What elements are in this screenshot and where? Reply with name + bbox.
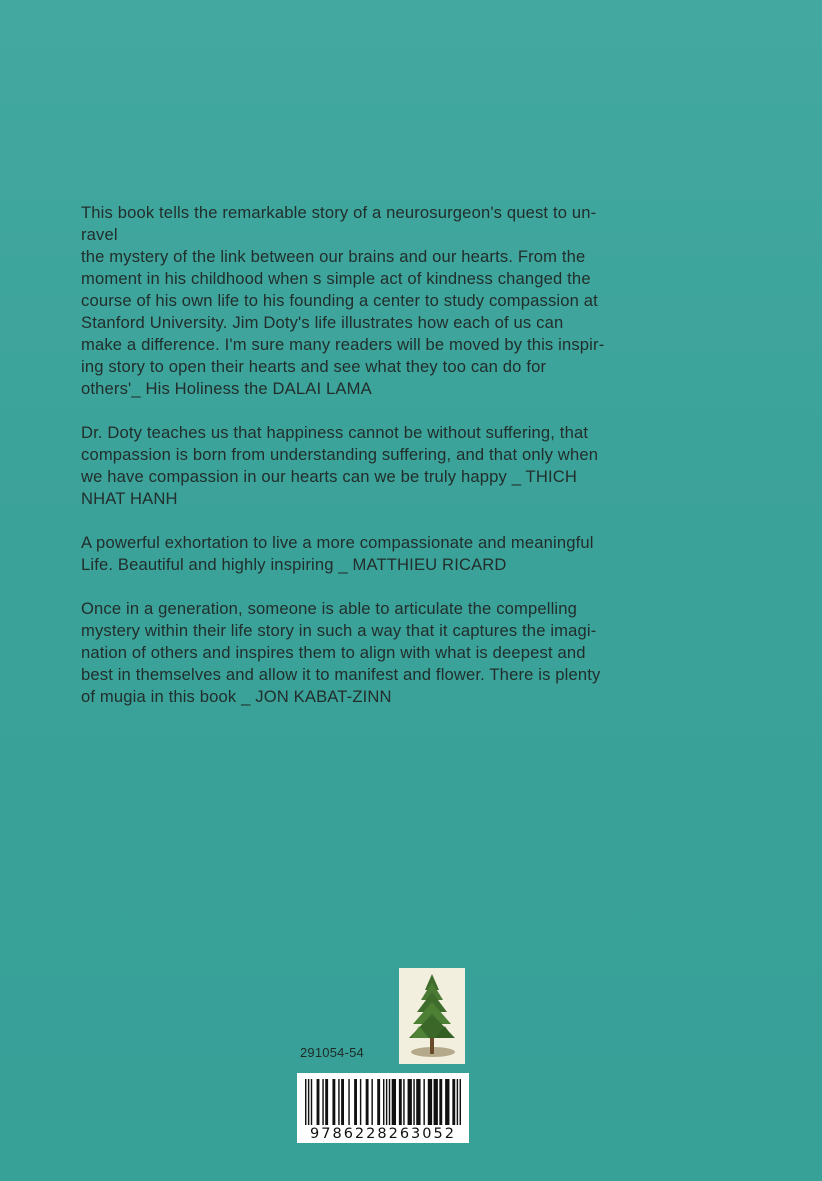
barcode-bar bbox=[460, 1079, 461, 1125]
blurb-line: others'_ His Holiness the DALAI LAMA bbox=[81, 379, 372, 398]
barcode-bar bbox=[452, 1079, 455, 1125]
barcode-bar bbox=[457, 1079, 458, 1125]
barcode-bar bbox=[338, 1079, 339, 1125]
barcode-bar bbox=[311, 1079, 312, 1125]
blurb-thich-nhat-hanh bbox=[81, 422, 699, 510]
blurb-line: of mugia in this book _ JON KABAT-ZINN bbox=[81, 687, 392, 706]
endorsement-blurbs bbox=[81, 202, 699, 730]
blurb-line: best in themselves and allow it to manifest and flower. There is plenty bbox=[81, 665, 601, 684]
blurb-line: Life. Beautiful and highly inspiring _ MATTHIEU RICARD bbox=[81, 555, 507, 574]
blurb-line: course of his own life to his founding a center to study compassion at bbox=[81, 291, 598, 310]
isbn-barcode bbox=[297, 1073, 469, 1143]
barcode-bar bbox=[332, 1079, 335, 1125]
blurb-line: NHAT HANH bbox=[81, 489, 178, 508]
barcode-bars bbox=[305, 1079, 461, 1125]
barcode-bar bbox=[317, 1079, 320, 1125]
blurb-line: the mystery of the link between our brains and our hearts. From the bbox=[81, 247, 586, 266]
blurb-line: Dr. Doty teaches us that happiness cannot be without suffering, that bbox=[81, 423, 589, 442]
barcode-bar bbox=[403, 1079, 404, 1125]
blurb-line: ing story to open their hearts and see what they too can do for bbox=[81, 357, 547, 376]
barcode-bar bbox=[413, 1079, 414, 1125]
barcode-bar bbox=[386, 1079, 387, 1125]
barcode-bar bbox=[371, 1079, 372, 1125]
barcode-bar bbox=[439, 1079, 442, 1125]
publisher-logo bbox=[399, 968, 465, 1064]
blurb-line: mystery within their life story in such a way that it captures the imagi- bbox=[81, 621, 597, 640]
barcode-bar bbox=[305, 1079, 306, 1125]
blurb-line: make a difference. I'm sure many readers will be moved by this inspir- bbox=[81, 335, 605, 354]
catalog-number: 291054-54 bbox=[300, 1045, 364, 1060]
barcode-bar bbox=[354, 1079, 357, 1125]
barcode-bar bbox=[445, 1079, 449, 1125]
blurb-line: moment in his childhood when s simple act of kindness changed the bbox=[81, 269, 591, 288]
blurb-line: we have compassion in our hearts can we be truly happy _ THICH bbox=[81, 467, 577, 486]
blurb-line: Once in a generation, someone is able to articulate the compelling bbox=[81, 599, 578, 618]
barcode-bar bbox=[383, 1079, 384, 1125]
barcode-bar bbox=[366, 1079, 369, 1125]
blurb-line: nation of others and inspires them to align with what is deepest and bbox=[81, 643, 586, 662]
blurb-line: A powerful exhortation to live a more compassionate and meaningful bbox=[81, 533, 594, 552]
barcode-bar bbox=[392, 1079, 396, 1125]
blurb-line: Stanford University. Jim Doty's life illustrates how each of us can bbox=[81, 313, 564, 332]
barcode-bar bbox=[341, 1079, 344, 1125]
barcode-bar bbox=[360, 1079, 361, 1125]
blurb-line: ravel bbox=[81, 225, 118, 244]
pine-tree-icon bbox=[399, 968, 465, 1064]
barcode-bar bbox=[389, 1079, 390, 1125]
barcode-bar bbox=[325, 1079, 328, 1125]
barcode-bar bbox=[434, 1079, 438, 1125]
barcode-bar bbox=[423, 1079, 424, 1125]
barcode-bar bbox=[348, 1079, 349, 1125]
blurb-matthieu-ricard bbox=[81, 532, 699, 576]
blurb-line: This book tells the remarkable story of a neurosurgeon's quest to un- bbox=[81, 203, 597, 222]
barcode-bar bbox=[428, 1079, 432, 1125]
blurb-line: compassion is born from understanding suffering, and that only when bbox=[81, 445, 599, 464]
blurb-jon-kabat-zinn bbox=[81, 598, 699, 708]
barcode-bar bbox=[416, 1079, 420, 1125]
barcode-bar bbox=[322, 1079, 323, 1125]
barcode-bar bbox=[408, 1079, 412, 1125]
blurb-dalai-lama bbox=[81, 202, 699, 400]
isbn-number: 9786228263052 bbox=[310, 1126, 456, 1142]
barcode-bar bbox=[377, 1079, 380, 1125]
barcode-bar bbox=[399, 1079, 402, 1125]
barcode-bar bbox=[308, 1079, 309, 1125]
